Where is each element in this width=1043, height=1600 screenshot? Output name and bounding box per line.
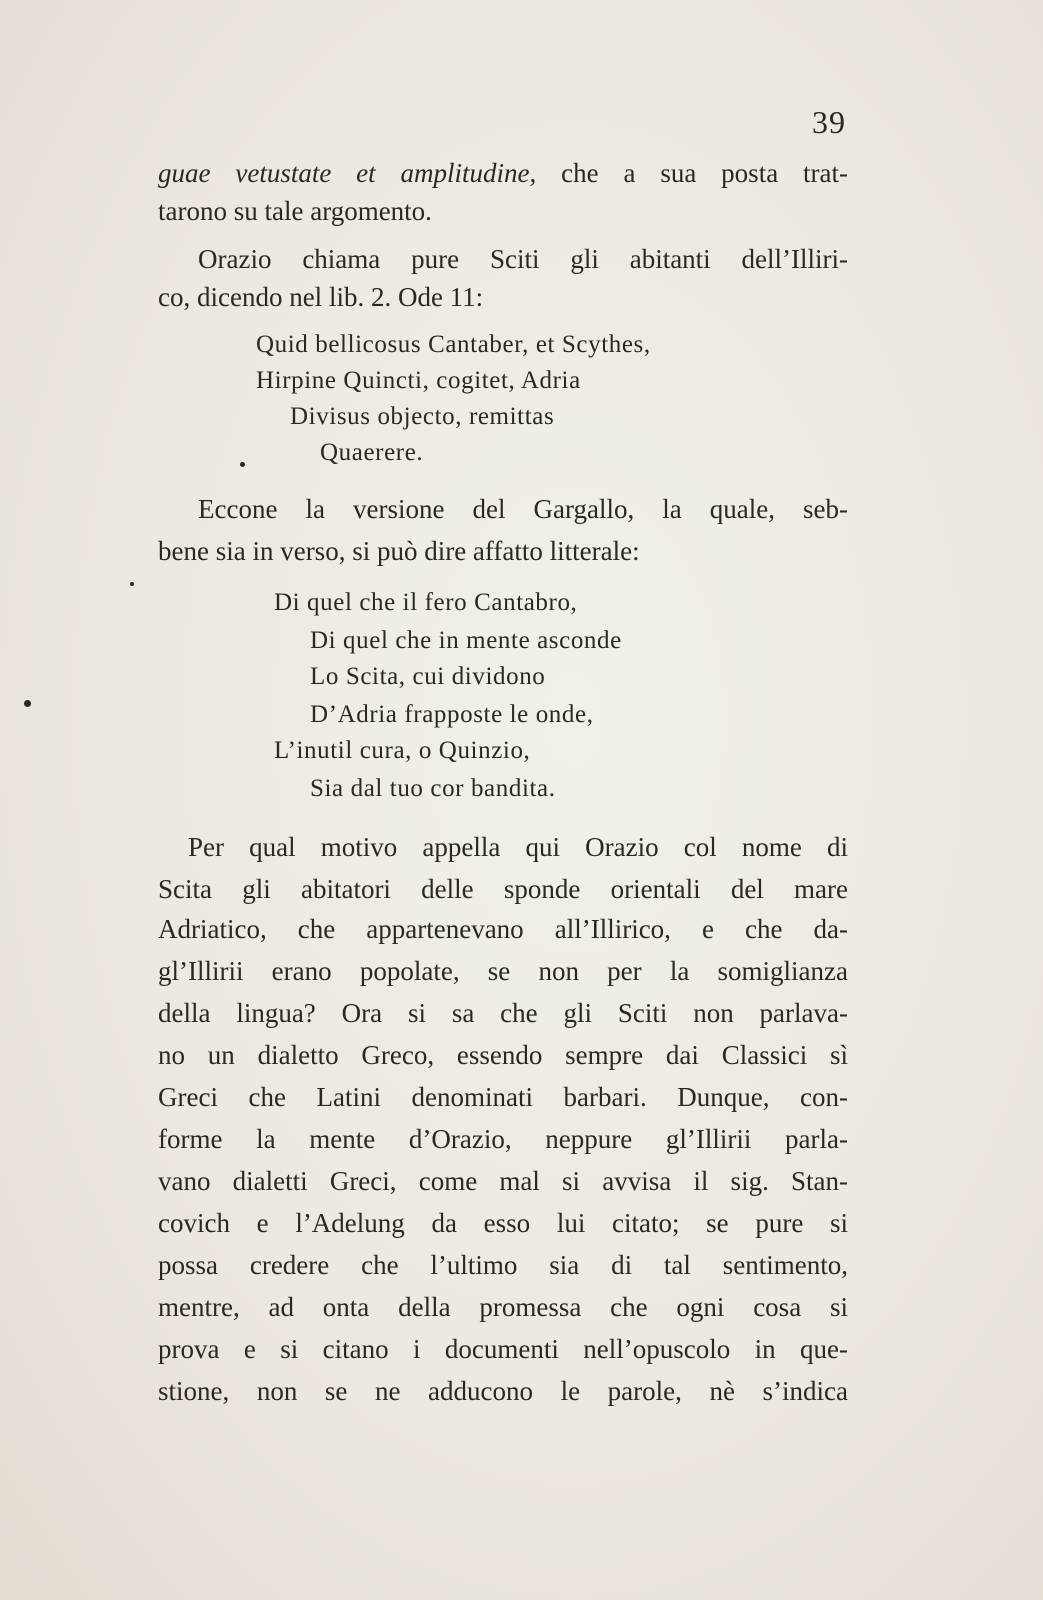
prose-line: tarono su tale argomento. bbox=[158, 196, 432, 226]
prose-line: prova e si citano i documenti nell’opuscolo in que- bbox=[158, 1334, 848, 1364]
prose-line: Greci che Latini denominati barbari. Dunque, con- bbox=[158, 1082, 848, 1112]
prose-line: no un dialetto Greco, essendo sempre dai Classici sì bbox=[158, 1040, 848, 1070]
ink-speck bbox=[130, 582, 134, 586]
prose-line: gl’Illirii erano popolate, se non per la somiglianza bbox=[158, 956, 848, 986]
latin-verse-line: Hirpine Quincti, cogitet, Adria bbox=[256, 367, 581, 394]
prose-line: della lingua? Ora si sa che gli Sciti non parlava- bbox=[158, 998, 848, 1028]
prose-line: bene sia in verso, si può dire affatto litterale: bbox=[158, 536, 640, 566]
ink-speck bbox=[240, 462, 245, 467]
italian-verse-line: Di quel che in mente asconde bbox=[310, 627, 622, 654]
ink-speck bbox=[24, 700, 31, 707]
prose-line: vano dialetti Greci, come mal si avvisa il sig. Stan- bbox=[158, 1166, 848, 1196]
prose-line: Eccone la versione del Gargallo, la quale, seb- bbox=[198, 494, 848, 524]
latin-verse-line: Divisus objecto, remittas bbox=[290, 403, 555, 430]
italian-verse-line: Sia dal tuo cor bandita. bbox=[310, 775, 556, 802]
prose-line: covich e l’Adelung da esso lui citato; se pure si bbox=[158, 1208, 848, 1238]
page-number: 39 bbox=[812, 104, 846, 140]
italian-verse-line: Lo Scita, cui dividono bbox=[310, 663, 546, 690]
prose-line: mentre, ad onta della promessa che ogni cosa si bbox=[158, 1292, 848, 1322]
italian-verse-line: D’Adria frapposte le onde, bbox=[310, 701, 594, 728]
prose-line: Scita gli abitatori delle sponde orientali del mare bbox=[158, 874, 848, 904]
latin-verse-line: Quaerere. bbox=[320, 439, 424, 466]
italian-verse-line: Di quel che il fero Cantabro, bbox=[274, 589, 578, 616]
latin-verse-line: Quid bellicosus Cantaber, et Scythes, bbox=[256, 331, 651, 358]
prose-line: forme la mente d’Orazio, neppure gl’Illirii parla- bbox=[158, 1124, 848, 1154]
prose-line: Orazio chiama pure Sciti gli abitanti dell’Illiri- bbox=[198, 244, 848, 274]
italian-verse-line: L’inutil cura, o Quinzio, bbox=[274, 737, 531, 764]
prose-line: stione, non se ne adducono le parole, nè s’indica bbox=[158, 1376, 848, 1406]
prose-line: possa credere che l’ultimo sia di tal sentimento, bbox=[158, 1250, 848, 1280]
prose-line: Per qual motivo appella qui Orazio col nome di bbox=[188, 832, 848, 862]
prose-text: che a sua posta trat- bbox=[536, 158, 849, 188]
prose-line: Adriatico, che appartenevano all’Illirico, e che da- bbox=[158, 914, 848, 944]
italic-phrase: guae vetustate et amplitudine, bbox=[158, 158, 537, 188]
prose-line bbox=[158, 156, 848, 190]
prose-line: co, dicendo nel lib. 2. Ode 11: bbox=[158, 282, 484, 312]
